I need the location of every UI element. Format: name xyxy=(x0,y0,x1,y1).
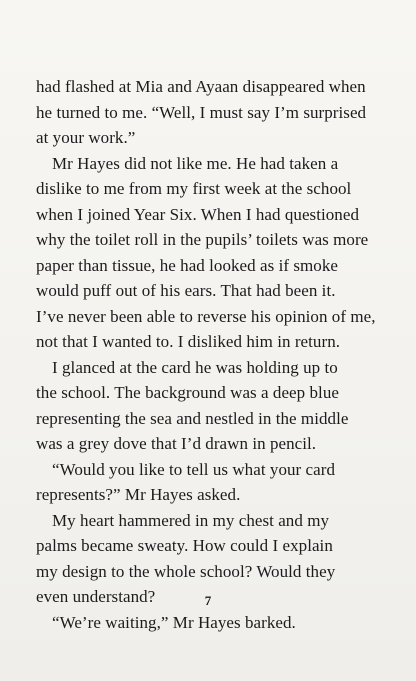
text-line: would puff out of his ears. That had been it. xyxy=(36,281,336,300)
text-line: representing the sea and nestled in the middle xyxy=(36,408,349,428)
body-text xyxy=(36,74,388,635)
text-line: not that I wanted to. I disliked him in return. xyxy=(36,332,341,351)
text-line: dislike to me from my first week at the school xyxy=(36,179,352,198)
paragraph-first-line: “Would you like to tell us what your card xyxy=(52,459,336,479)
text-line: was a grey dove that I’d drawn in pencil. xyxy=(36,434,317,453)
text-line: why the toilet roll in the pupils’ toilets was more xyxy=(36,230,369,249)
text-line: palms became sweaty. How could I explain xyxy=(36,536,333,555)
paragraph-first-line: I glanced at the card he was holding up to xyxy=(52,357,338,377)
text-line: when I joined Year Six. When I had questioned xyxy=(36,204,359,224)
text-line: he turned to me. “Well, I must say I’m surprised xyxy=(36,102,367,122)
text-line: I’ve never been able to reverse his opinion of me, xyxy=(36,306,376,326)
text-line: represents?” Mr Hayes asked. xyxy=(36,485,241,504)
text-line: at your work.” xyxy=(36,128,136,147)
paragraph-first-line: Mr Hayes did not like me. He had taken a xyxy=(52,153,339,173)
text-line: the school. The background was a deep blue xyxy=(36,383,339,402)
paragraph-first-line: My heart hammered in my chest and my xyxy=(52,510,330,530)
text-line: had flashed at Mia and Ayaan disappeared when xyxy=(36,77,366,96)
page-number: 7 xyxy=(204,593,212,608)
text-line: paper than tissue, he had looked as if smoke xyxy=(36,255,338,275)
text-line: my design to the whole school? Would they xyxy=(36,561,336,581)
text-line: even understand? xyxy=(36,587,156,606)
paragraph-first-line: “We’re waiting,” Mr Hayes barked. xyxy=(52,612,296,632)
